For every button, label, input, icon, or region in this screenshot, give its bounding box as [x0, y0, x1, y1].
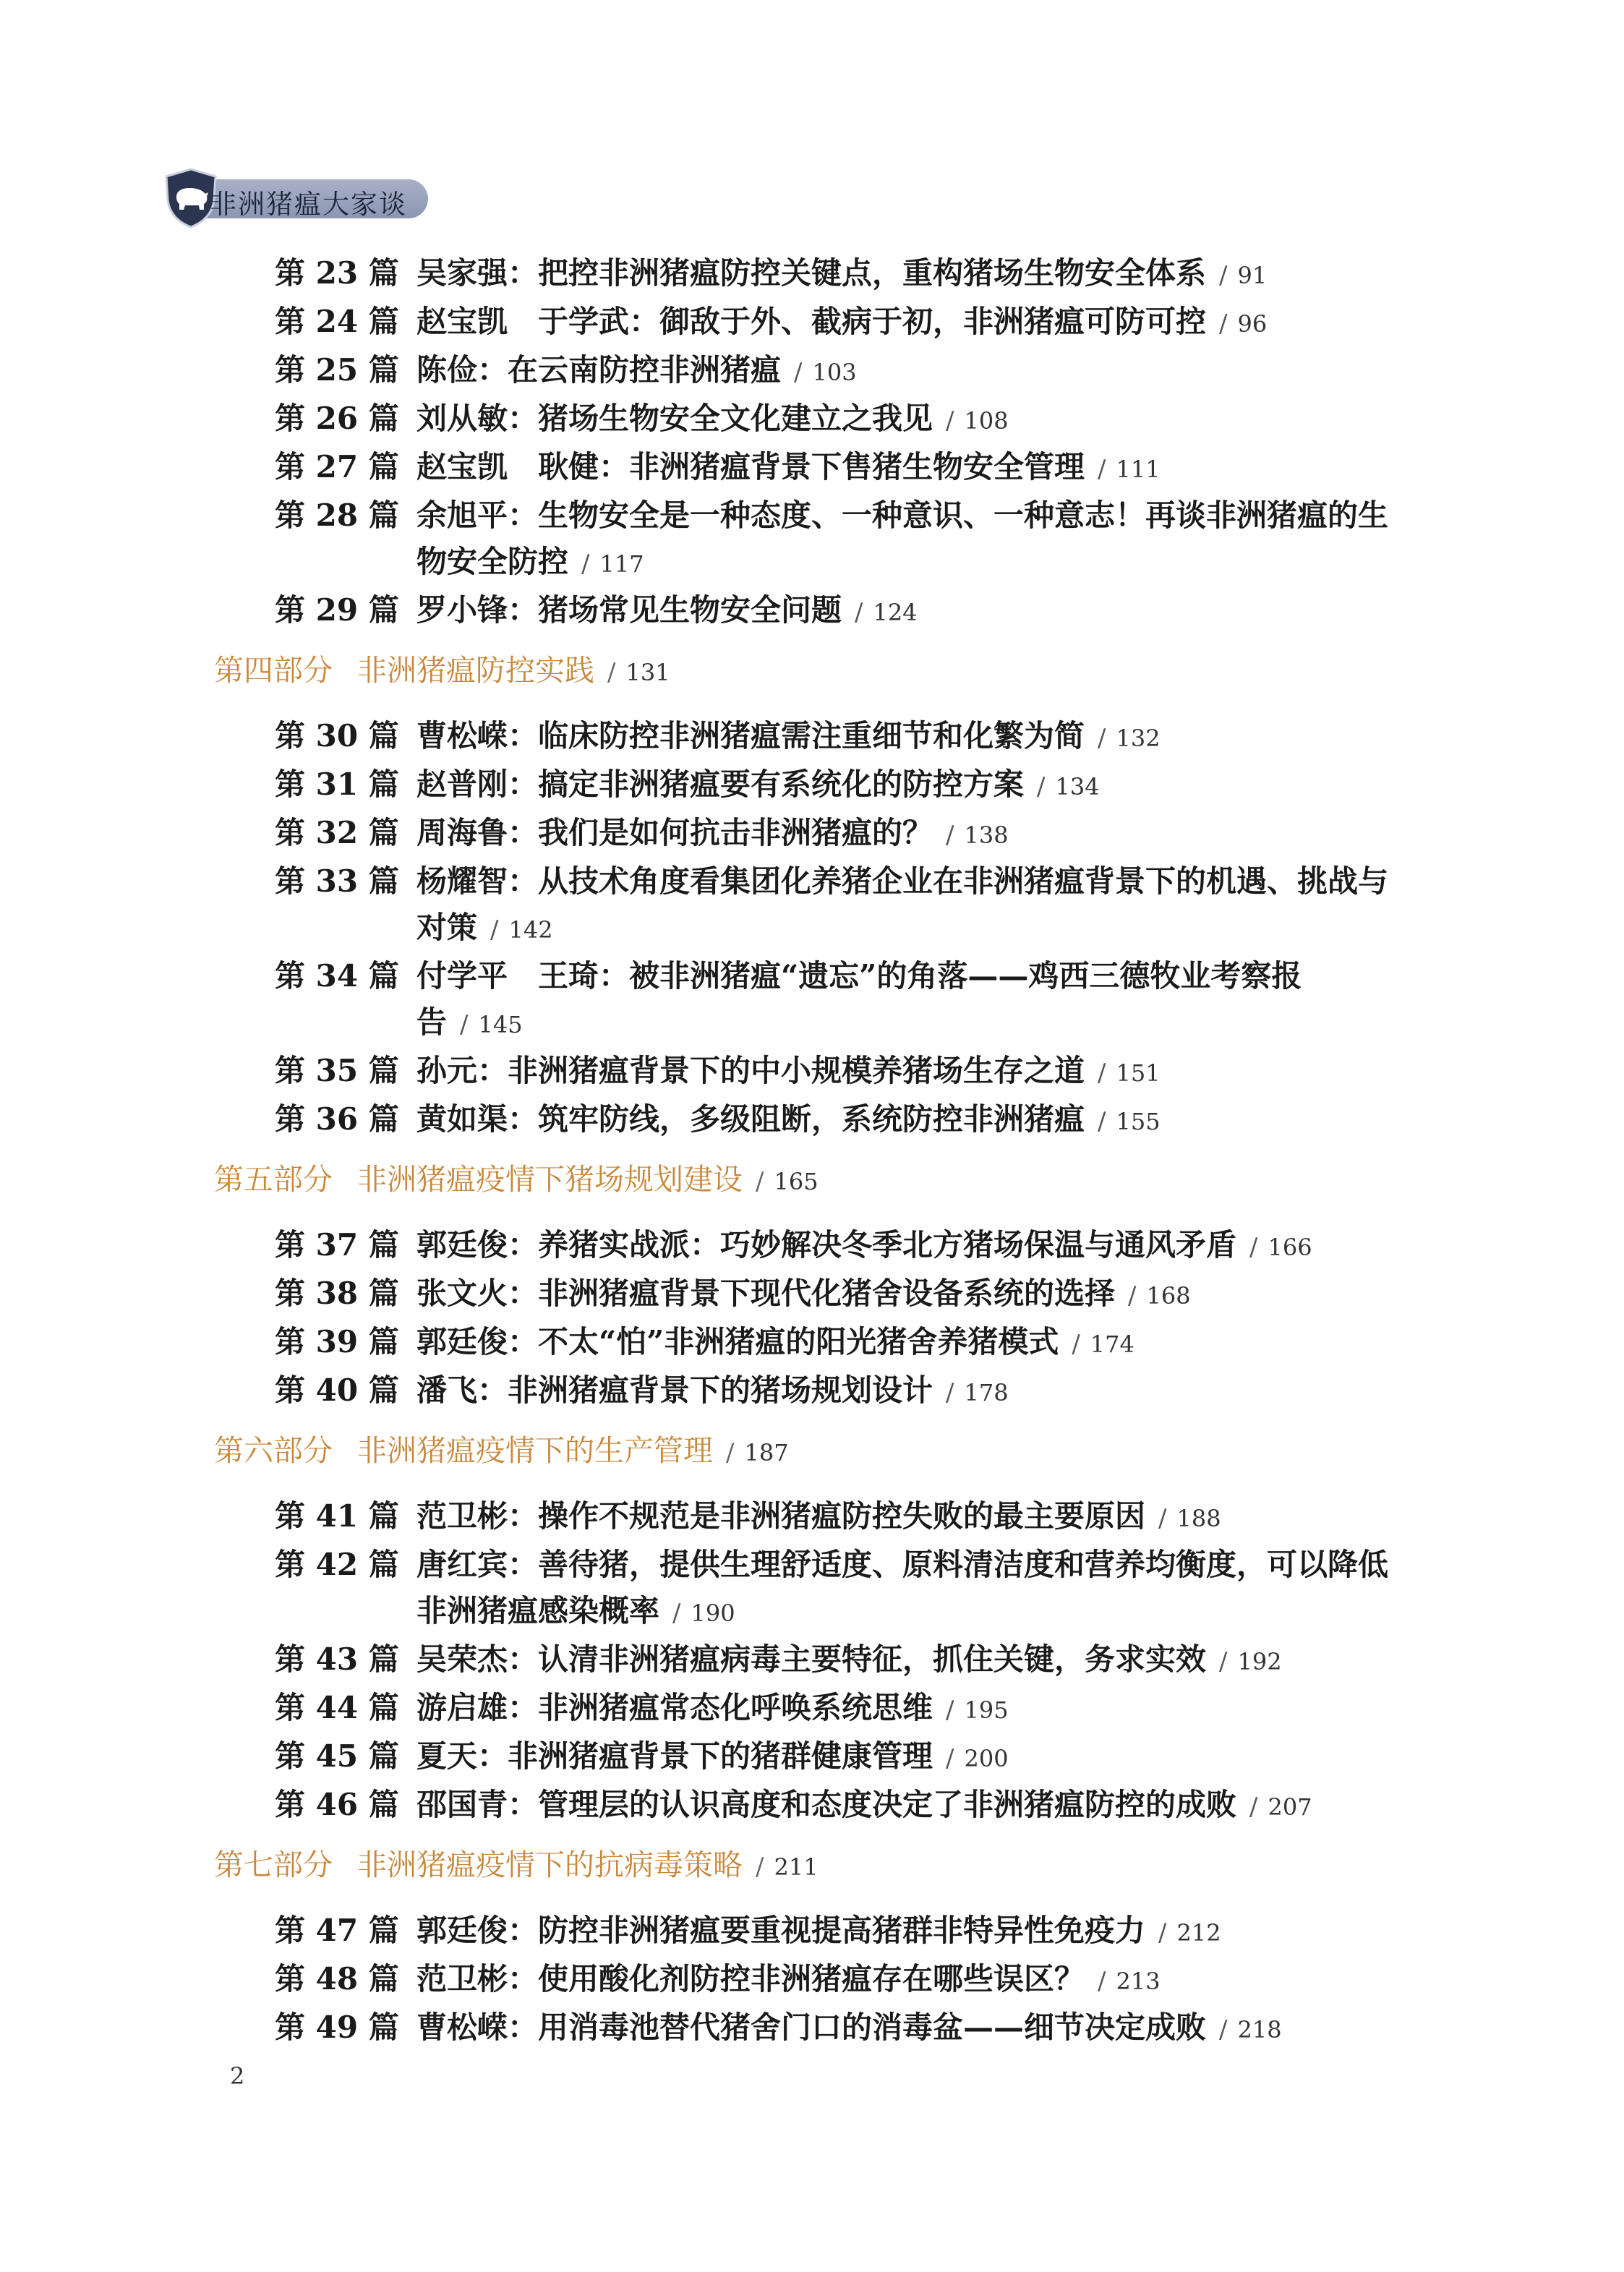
entry-number: 第 34 篇: [275, 958, 399, 994]
entry-title: 刘从敏：猪场生物安全文化建立之我见: [416, 401, 933, 436]
section-page: 131: [625, 659, 670, 686]
entry-number: 第 37 篇: [275, 1227, 399, 1263]
toc-entry: [275, 1956, 1403, 2004]
entry-body: [416, 299, 1403, 347]
toc-entry: [275, 713, 1403, 761]
section-title: 非洲猪瘟防控实践: [357, 653, 594, 688]
entry-page: 103: [812, 359, 857, 386]
entry-body: [416, 1685, 1403, 1733]
entry-title: 邵国青：管理层的认识高度和态度决定了非洲猪瘟防控的成败: [416, 1787, 1237, 1822]
entry-body: [416, 1956, 1403, 2004]
entry-title: 吴荣杰：认清非洲猪瘟病毒主要特征，抓住关键，务求实效: [416, 1641, 1207, 1677]
entry-title: 潘飞：非洲猪瘟背景下的猪场规划设计: [416, 1372, 933, 1408]
section-label: 第六部分: [214, 1433, 333, 1468]
toc-entry: [275, 250, 1403, 299]
entry-body: [416, 2004, 1403, 2053]
entry-body: [416, 1542, 1403, 1636]
toc-entry: [275, 761, 1403, 810]
toc-entry: [275, 810, 1403, 858]
entry-title: 曹松嵘：临床防控非洲猪瘟需注重细节和化繁为简: [416, 718, 1085, 753]
entry-number: 第 42 篇: [275, 1547, 399, 1582]
page-separator: /: [946, 821, 954, 850]
entry-body: [416, 396, 1403, 444]
entry-number: 第 49 篇: [275, 2010, 399, 2045]
toc-entry: [275, 1367, 1403, 1416]
toc-entry: [275, 299, 1403, 347]
entry-page: 192: [1237, 1648, 1282, 1675]
section-title: 非洲猪瘟疫情下的生产管理: [357, 1433, 713, 1468]
entry-body: [416, 1367, 1403, 1416]
entry-title: 游启雄：非洲猪瘟常态化呼唤系统思维: [416, 1690, 933, 1725]
entry-number: 第 28 篇: [275, 497, 399, 533]
entry-page: 155: [1116, 1108, 1161, 1135]
entry-body: [416, 1270, 1403, 1319]
toc-entry: [275, 347, 1403, 396]
page-separator: /: [1098, 455, 1106, 484]
page-separator: /: [1098, 1967, 1106, 1996]
entry-page: 168: [1146, 1282, 1191, 1310]
entry-title: 黄如渠：筑牢防线，多级阻断，系统防控非洲猪瘟: [416, 1101, 1085, 1137]
entry-title: 杨耀智：从技术角度看集团化养猪企业在非洲猪瘟背景下的机遇、挑战与对策: [416, 863, 1389, 945]
entry-title: 郭廷俊：不太“怕”非洲猪瘟的阳光猪舍养猪模式: [416, 1324, 1059, 1359]
page-separator: /: [1249, 1233, 1258, 1262]
entry-page: 124: [873, 599, 918, 626]
toc-entry: [275, 1685, 1403, 1733]
page-separator: /: [1219, 2015, 1228, 2044]
entry-page: 200: [964, 1745, 1009, 1772]
page-separator: /: [1098, 724, 1106, 753]
entry-title: 罗小锋：猪场常见生物安全问题: [416, 592, 842, 628]
entry-title: 陈俭：在云南防控非洲猪瘟: [416, 352, 782, 388]
toc-entry: [275, 1733, 1403, 1782]
entry-title: 曹松嵘：用消毒池替代猪舍门口的消毒盆——细节决定成败: [416, 2010, 1207, 2045]
page-separator: /: [672, 1599, 681, 1628]
section-heading: [214, 647, 1624, 696]
page-separator: /: [1219, 309, 1228, 338]
entry-number: 第 44 篇: [275, 1690, 399, 1725]
table-of-contents: [0, 250, 1624, 2053]
entry-page: 117: [599, 550, 644, 578]
entry-number: 第 45 篇: [275, 1738, 399, 1774]
entry-number: 第 24 篇: [275, 304, 399, 339]
entry-number: 第 48 篇: [275, 1961, 399, 1996]
section-label: 第五部分: [214, 1162, 333, 1197]
entry-page: 212: [1176, 1919, 1221, 1947]
entry-number: 第 23 篇: [275, 255, 399, 291]
section-label: 第四部分: [214, 653, 333, 688]
entry-page: 145: [478, 1011, 523, 1038]
entry-page: 151: [1116, 1059, 1161, 1087]
entry-page: 195: [964, 1696, 1009, 1724]
entry-body: [416, 1319, 1403, 1367]
entry-title: 范卫彬：使用酸化剂防控非洲猪瘟存在哪些误区？: [416, 1961, 1085, 1996]
entry-number: 第 30 篇: [275, 718, 399, 753]
entry-body: [416, 713, 1403, 761]
section-title: 非洲猪瘟疫情下猪场规划建设: [357, 1162, 743, 1197]
toc-entry: [275, 1096, 1403, 1145]
toc-entry: [275, 1319, 1403, 1367]
entry-title: 赵普刚：搞定非洲猪瘟要有系统化的防控方案: [416, 766, 1025, 802]
entry-body: [416, 1048, 1403, 1096]
section-page: 187: [744, 1439, 789, 1466]
entry-body: [416, 347, 1403, 396]
entry-page: 188: [1176, 1505, 1221, 1532]
entry-page: 142: [508, 916, 553, 944]
entry-number: 第 25 篇: [275, 352, 399, 388]
entry-page: 166: [1268, 1234, 1312, 1261]
entry-number: 第 26 篇: [275, 401, 399, 436]
entry-body: [416, 1733, 1403, 1782]
entry-body: [416, 250, 1403, 299]
entry-body: [416, 810, 1403, 858]
toc-entry: [275, 492, 1403, 587]
entry-page: 134: [1055, 773, 1100, 800]
entry-page: 138: [964, 821, 1009, 849]
entry-body: [416, 587, 1403, 636]
toc-entry: [275, 1270, 1403, 1319]
entry-page: 190: [691, 1600, 735, 1627]
page-separator: /: [1219, 1647, 1228, 1676]
entry-body: [416, 492, 1403, 587]
page-separator: /: [490, 915, 499, 944]
page-separator: /: [1219, 261, 1228, 290]
toc-entry: [275, 1782, 1403, 1830]
toc-entry: [275, 1908, 1403, 1956]
entry-number: 第 46 篇: [275, 1787, 399, 1822]
page-separator: /: [460, 1010, 469, 1039]
page-separator: /: [581, 550, 590, 578]
toc-entry: [275, 1636, 1403, 1685]
entry-title: 范卫彬：操作不规范是非洲猪瘟防控失败的最主要原因: [416, 1498, 1146, 1534]
entry-page: 108: [964, 407, 1009, 435]
page-separator: /: [1037, 772, 1046, 801]
toc-entry: [275, 953, 1403, 1048]
entry-number: 第 36 篇: [275, 1101, 399, 1137]
entry-number: 第 27 篇: [275, 449, 399, 484]
section-heading: [214, 1842, 1624, 1890]
entry-body: [416, 1908, 1403, 1956]
entry-title: 赵宝凯 于学武：御敌于外、截病于初，非洲猪瘟可防可控: [416, 304, 1207, 339]
entry-body: [416, 1782, 1403, 1830]
entry-page: 178: [964, 1379, 1009, 1406]
entry-page: 96: [1237, 310, 1268, 338]
page-separator: /: [1072, 1330, 1080, 1359]
section-heading: [214, 1156, 1624, 1205]
entry-number: 第 43 篇: [275, 1641, 399, 1677]
page-separator: /: [946, 1696, 954, 1725]
header-title: 非洲猪瘟大家谈: [210, 189, 407, 220]
entry-page: 174: [1090, 1331, 1134, 1358]
entry-page: 213: [1116, 1968, 1161, 1995]
entry-body: [416, 953, 1403, 1048]
entry-title: 付学平 王琦：被非洲猪瘟“遗忘”的角落——鸡西三德牧业考察报告: [416, 958, 1302, 1040]
entry-number: 第 32 篇: [275, 815, 399, 850]
entry-title: 孙元：非洲猪瘟背景下的中小规模养猪场生存之道: [416, 1053, 1085, 1088]
entry-title: 张文火：非洲猪瘟背景下现代化猪舍设备系统的选择: [416, 1276, 1116, 1311]
section-label: 第七部分: [214, 1848, 333, 1882]
page-number: 2: [230, 2062, 245, 2090]
toc-entry: [275, 1493, 1403, 1542]
page-separator: /: [855, 598, 863, 627]
entry-title: 余旭平：生物安全是一种态度、一种意识、一种意志！再谈非洲猪瘟的生物安全防控: [416, 497, 1389, 579]
page-separator: /: [946, 1378, 954, 1407]
entry-number: 第 31 篇: [275, 766, 399, 802]
entry-body: [416, 1096, 1403, 1145]
toc-entry: [275, 1048, 1403, 1096]
entry-title: 郭廷俊：养猪实战派：巧妙解决冬季北方猪场保温与通风矛盾: [416, 1227, 1237, 1263]
toc-entry: [275, 396, 1403, 444]
entry-page: 218: [1237, 2016, 1282, 2043]
entry-page: 91: [1237, 262, 1268, 289]
entry-body: [416, 858, 1403, 953]
entry-body: [416, 1222, 1403, 1270]
page-separator: /: [1128, 1281, 1137, 1310]
page-separator: /: [607, 658, 616, 687]
entry-page: 132: [1116, 725, 1161, 752]
toc-entry: [275, 858, 1403, 953]
entry-page: 111: [1116, 456, 1161, 483]
section-heading: [214, 1427, 1624, 1476]
page-separator: /: [1249, 1793, 1258, 1822]
entry-number: 第 35 篇: [275, 1053, 399, 1088]
entry-number: 第 39 篇: [275, 1324, 399, 1359]
entry-title: 唐红宾：善待猪，提供生理舒适度、原料清洁度和营养均衡度，可以降低非洲猪瘟感染概率: [416, 1547, 1389, 1628]
toc-entry: [275, 444, 1403, 492]
section-title: 非洲猪瘟疫情下的抗病毒策略: [357, 1848, 743, 1882]
entry-number: 第 40 篇: [275, 1372, 399, 1408]
entry-body: [416, 444, 1403, 492]
header-badge: [163, 168, 429, 229]
entry-number: 第 29 篇: [275, 592, 399, 628]
entry-title: 吴家强：把控非洲猪瘟防控关键点，重构猪场生物安全体系: [416, 255, 1207, 291]
page-separator: /: [946, 1744, 954, 1773]
toc-entry: [275, 1542, 1403, 1636]
entry-title: 夏天：非洲猪瘟背景下的猪群健康管理: [416, 1738, 933, 1774]
section-page: 211: [774, 1853, 819, 1881]
toc-entry: [275, 2004, 1403, 2053]
page-separator: /: [1158, 1504, 1167, 1533]
entry-body: [416, 1636, 1403, 1685]
entry-title: 周海鲁：我们是如何抗击非洲猪瘟的？: [416, 815, 933, 850]
entry-number: 第 33 篇: [275, 863, 399, 899]
entry-number: 第 47 篇: [275, 1913, 399, 1948]
page-separator: /: [1098, 1107, 1106, 1136]
section-page: 165: [774, 1168, 819, 1195]
page-separator: /: [946, 406, 954, 435]
entry-page: 207: [1268, 1793, 1312, 1821]
page-separator: /: [756, 1853, 764, 1882]
entry-title: 赵宝凯 耿健：非洲猪瘟背景下售猪生物安全管理: [416, 449, 1085, 484]
entry-body: [416, 1493, 1403, 1542]
entry-number: 第 38 篇: [275, 1276, 399, 1311]
page-separator: /: [794, 358, 803, 387]
entry-body: [416, 761, 1403, 810]
page-separator: /: [726, 1438, 735, 1467]
page-separator: /: [1158, 1918, 1167, 1947]
entry-title: 郭廷俊：防控非洲猪瘟要重视提高猪群非特异性免疫力: [416, 1913, 1146, 1948]
page-separator: /: [756, 1167, 764, 1196]
page-separator: /: [1098, 1059, 1106, 1088]
entry-number: 第 41 篇: [275, 1498, 399, 1534]
toc-entry: [275, 1222, 1403, 1270]
toc-entry: [275, 587, 1403, 636]
